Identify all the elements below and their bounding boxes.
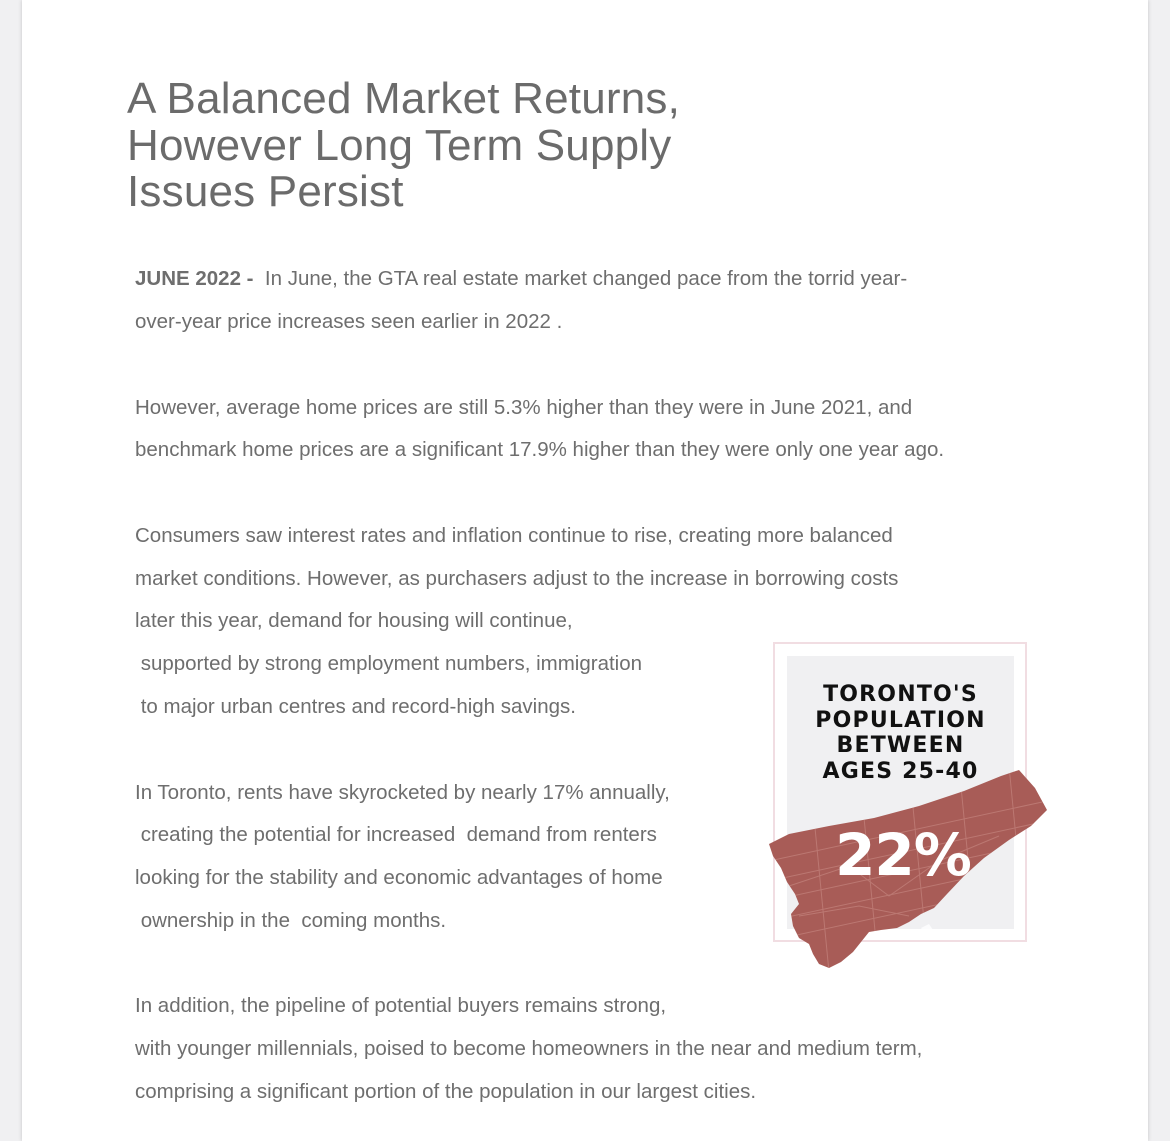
title-line: Issues Persist bbox=[127, 167, 404, 216]
heading-line: BETWEEN bbox=[836, 733, 965, 758]
paragraph-line: looking for the stability and economic advantages of home bbox=[135, 866, 663, 889]
heading-line: POPULATION bbox=[815, 707, 986, 733]
population-infographic bbox=[773, 642, 1027, 942]
map-islands bbox=[897, 924, 933, 940]
paragraph-line: over-year price increases seen earlier in 2022 . bbox=[135, 310, 563, 333]
heading-line: AGES 25-40 bbox=[822, 758, 979, 784]
paragraph-line: to major urban centres and record-high savings. bbox=[135, 695, 576, 718]
paragraph-line: In Toronto, rents have skyrocketed by nearly 17% annually, bbox=[135, 781, 670, 804]
paragraph-line: However, average home prices are still 5.3% higher than they were in June 2021, and bbox=[135, 396, 913, 419]
text-span: In June, the GTA real estate market changed pace from the torrid year- bbox=[259, 267, 908, 290]
paragraph-line bbox=[135, 267, 907, 291]
paragraph-line: supported by strong employment numbers, immigration bbox=[135, 652, 643, 675]
paragraph-line: with younger millennials, poised to become homeowners in the near and medium term, bbox=[135, 1037, 923, 1060]
paragraph-line: ownership in the coming months. bbox=[135, 909, 447, 932]
document-page bbox=[22, 0, 1148, 1141]
paragraph-line: In addition, the pipeline of potential buyers remains strong, bbox=[135, 994, 667, 1017]
paragraph-line: later this year, demand for housing will continue, bbox=[135, 609, 573, 632]
paragraph-line: comprising a significant portion of the population in our largest cities. bbox=[135, 1080, 757, 1103]
population-percentage: 22% bbox=[835, 821, 971, 889]
paragraph-line: creating the potential for increased demand from renters bbox=[135, 823, 657, 846]
page-title bbox=[127, 76, 680, 216]
title-line: A Balanced Market Returns, bbox=[127, 74, 681, 123]
dateline: JUNE 2022 - bbox=[135, 267, 260, 290]
paragraph-line: benchmark home prices are a significant 17.9% higher than they were only one year ago. bbox=[135, 438, 945, 461]
heading-line: TORONTO'S bbox=[823, 682, 978, 707]
paragraph-line: market conditions. However, as purchasers adjust to the increase in borrowing costs bbox=[135, 567, 899, 590]
paragraph-line: Consumers saw interest rates and inflation continue to rise, creating more balanced bbox=[135, 524, 893, 547]
title-line: However Long Term Supply bbox=[127, 120, 672, 170]
